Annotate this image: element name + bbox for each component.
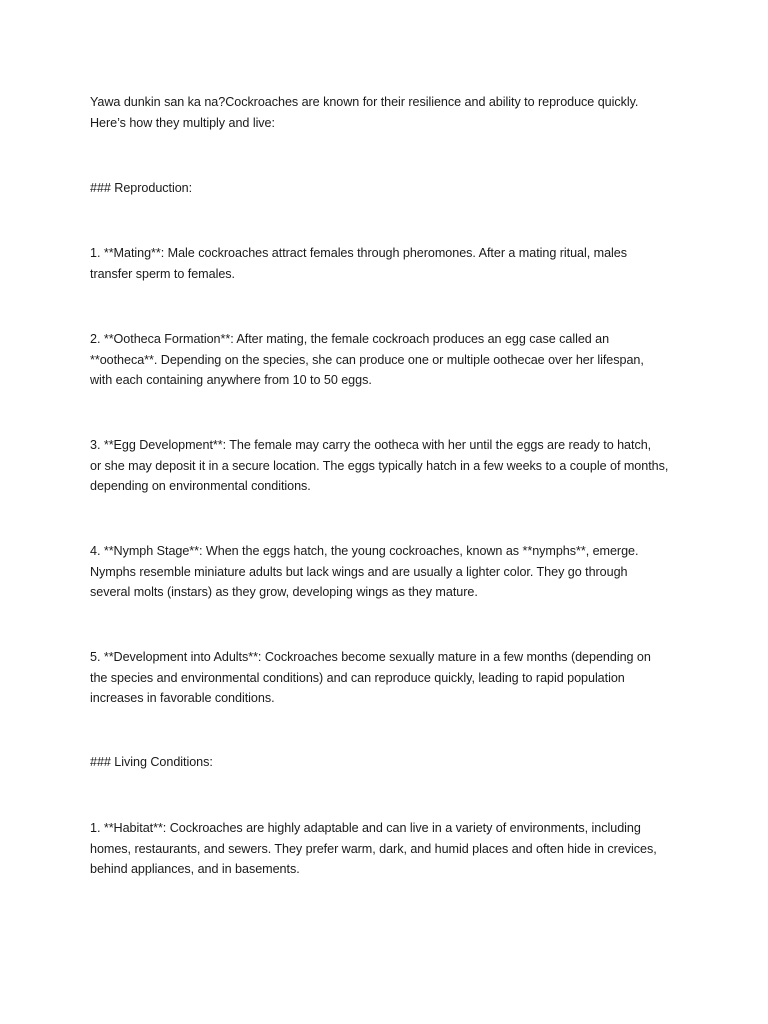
item-line: homes, restaurants, and sewers. They prefer warm, dark, and humid places and often hide in crevices,	[90, 841, 657, 856]
living-conditions-heading	[90, 752, 680, 773]
item-line: 5. **Development into Adults**: Cockroaches become sexually mature in a few months (depending on	[90, 650, 651, 664]
item-line: several molts (instars) as they grow, developing wings as they mature.	[90, 585, 478, 599]
item-line: 1. **Mating**: Male cockroaches attract females through pheromones. After a mating ritual, males	[90, 246, 627, 260]
item-line: 4. **Nymph Stage**: When the eggs hatch, the young cockroaches, known as **nymphs**, emerge.	[90, 544, 639, 558]
item-line: 2. **Ootheca Formation**: After mating, the female cockroach produces an egg case called an	[90, 332, 610, 346]
reproduction-item-adults	[90, 647, 680, 709]
item-line: the species and environmental conditions) and can reproduce quickly, leading to rapid population	[90, 670, 625, 685]
item-line: with each containing anywhere from 10 to 50 eggs.	[90, 373, 372, 387]
item-line: increases in favorable conditions.	[90, 691, 275, 705]
item-line: or she may deposit it in a secure location. The eggs typically hatch in a few weeks to a couple of months,	[90, 458, 669, 473]
reproduction-item-ootheca	[90, 329, 680, 391]
reproduction-item-egg-development	[90, 435, 680, 497]
intro-line: Here’s how they multiply and live:	[90, 115, 275, 130]
item-line: behind appliances, and in basements.	[90, 862, 300, 876]
living-item-habitat	[90, 818, 680, 880]
item-line: 1. **Habitat**: Cockroaches are highly adaptable and can live in a variety of environments, including	[90, 821, 641, 835]
item-line: transfer sperm to females.	[90, 266, 235, 281]
intro-paragraph	[90, 92, 680, 133]
intro-line: Yawa dunkin san ka na?Cockroaches are known for their resilience and ability to reproduce quickly.	[90, 95, 639, 109]
item-line: Nymphs resemble miniature adults but lack wings and are usually a lighter color. They go through	[90, 564, 628, 579]
reproduction-item-mating	[90, 243, 680, 284]
reproduction-item-nymph-stage	[90, 541, 680, 603]
item-line: 3. **Egg Development**: The female may carry the ootheca with her until the eggs are ready to hatch,	[90, 438, 652, 452]
reproduction-heading	[90, 178, 680, 199]
section-heading-text: ### Reproduction:	[90, 181, 193, 195]
section-heading-text: ### Living Conditions:	[90, 755, 213, 769]
item-line: **ootheca**. Depending on the species, she can produce one or multiple oothecae over her lifespan,	[90, 352, 644, 367]
item-line: depending on environmental conditions.	[90, 479, 311, 493]
